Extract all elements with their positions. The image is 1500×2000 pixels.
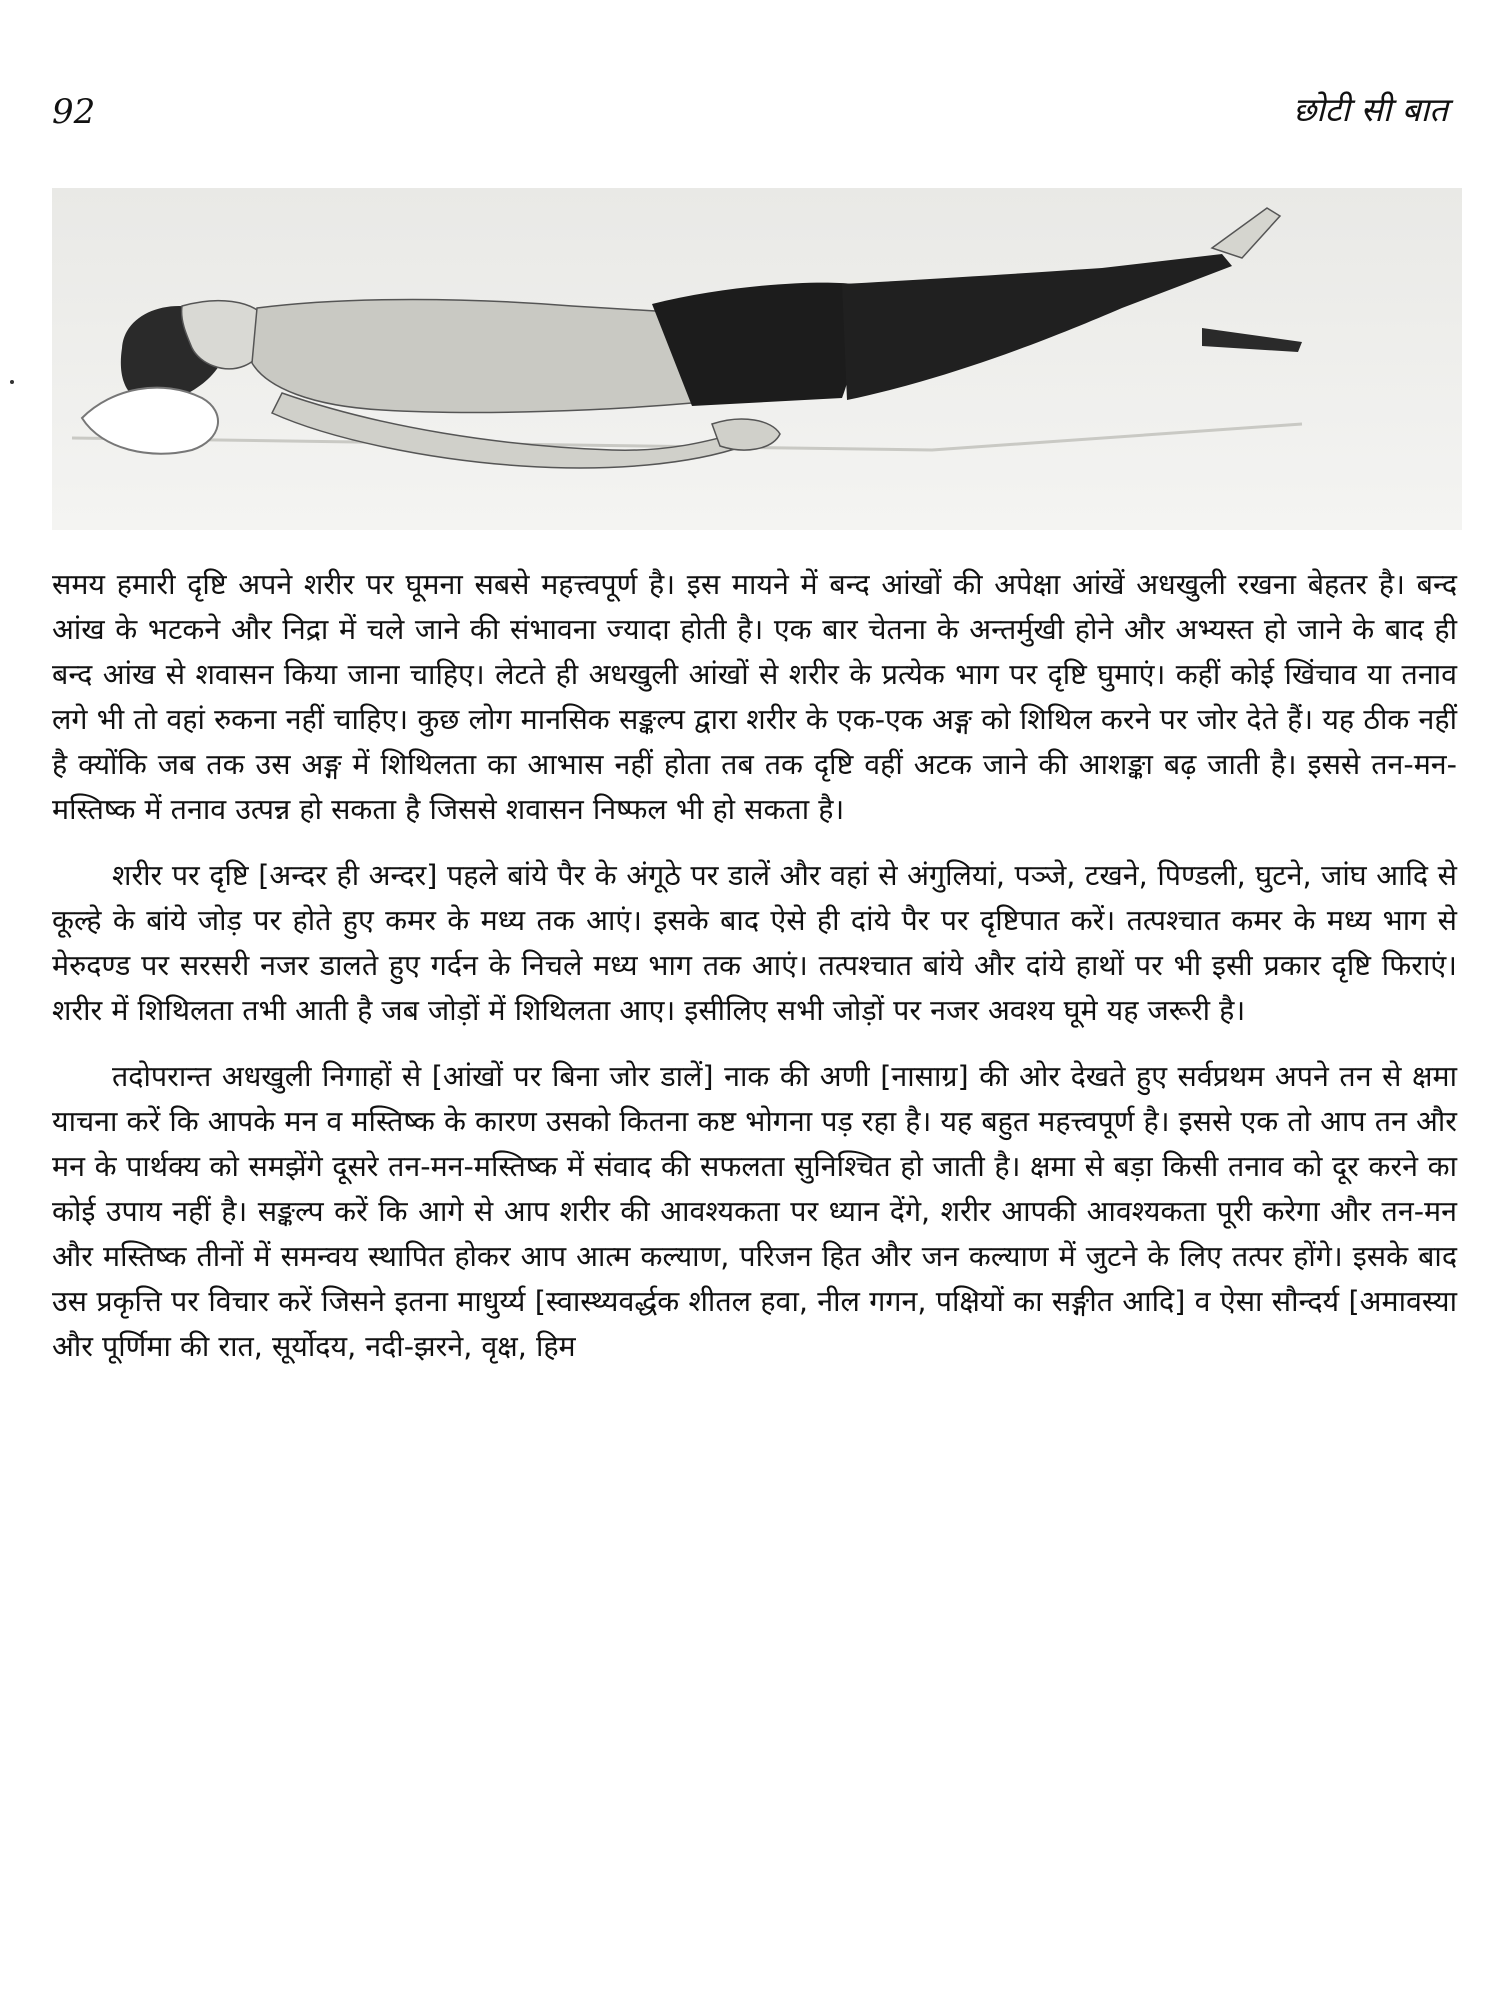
- reclining-figure-illustration: [52, 188, 1462, 530]
- paragraph-1: समय हमारी दृष्टि अपने शरीर पर घूमना सबसे महत्त्वपूर्ण है। इस मायने में बन्द आंखों की अपेक्षा आंखें अधखुली रखना बेहतर है। बन्द आंख के भटकने और निद्रा में चले जाने की संभावना ज्यादा होती है। एक बार चेतना के अन्तर्मुखी होने और अभ्यस्त हो जाने के बाद ही बन्द आंख से शवासन किया जाना चाहिए। लेटते ही अधखुली आंखों से शरीर के प्रत्येक भाग पर दृष्टि घुमाएं। कहीं कोई खिंचाव या तनाव लगे भी तो वहां रुकना नहीं चाहिए। कुछ लोग मानसिक सङ्कल्प द्वारा शरीर के एक-एक अङ्ग को शिथिल करने पर जोर देते हैं। यह ठीक नहीं है क्योंकि जब तक उस अङ्ग में शिथिलता का आभास नहीं होता तब तक दृष्टि वहीं अटक जाने की आशङ्का बढ़ जाती है। इससे तन-मन-मस्तिष्क में तनाव उत्पन्न हो सकता है जिससे शवासन निष्फल भी हो सकता है।: [52, 567, 1457, 826]
- paragraph-3: तदोपरान्त अधखुली निगाहों से [आंखों पर बिना जोर डालें] नाक की अणी [नासाग्र] की ओर देखते हुए सर्वप्रथम अपने तन से क्षमा याचना करें कि आपके मन व मस्तिष्क के कारण उसको कितना कष्ट भोगना पड़ रहा है। यह बहुत महत्त्वपूर्ण है। इससे एक तो आप तन और मन के पार्थक्य को समझेंगे दूसरे तन-मन-मस्तिष्क में संवाद की सफलता सुनिश्चित हो जाती है। क्षमा से बड़ा किसी तनाव को दूर करने का कोई उपाय नहीं है। सङ्कल्प करें कि आगे से आप शरीर की आवश्यकता पर ध्यान देंगे, शरीर आपकी आवश्यकता पूरी करेगा और तन-मन और मस्तिष्क तीनों में समन्वय स्थापित होकर आप आत्म कल्याण, परिजन हित और जन कल्याण में जुटने के लिए तत्पर होंगे। इसके बाद उस प्रकृत्ति पर विचार करें जिसने इतना माधुर्य्य [स्वास्थ्यवर्द्धक शीतल हवा, नील गगन, पक्षियों का सङ्गीत आदि] व ऐसा सौन्दर्य [अमावस्या और पूर्णिमा की रात, सूर्योदय, नदी-झरने, वृक्ष, हिम: [52, 1059, 1457, 1363]
- running-title: छोटी सी बात: [1293, 90, 1448, 129]
- paragraph-2: शरीर पर दृष्टि [अन्दर ही अन्दर] पहले बांये पैर के अंगूठे पर डालें और वहां से अंगुलियां, पञ्जे, टखने, पिण्डली, घुटने, जांघ आदि से कूल्हे के बांये जोड़ पर होते हुए कमर के मध्य तक आएं। इसके बाद ऐसे ही दांये पैर पर दृष्टिपात करें। तत्पश्चात कमर के मध्य भाग से मेरुदण्ड पर सरसरी नजर डालते हुए गर्दन के निचले मध्य भाग तक आएं। तत्पश्चात बांये और दांये हाथों पर भी इसी प्रकार दृष्टि फिराएं। शरीर में शिथिलता तभी आती है जब जोड़ों में शिथिलता आए। इसीलिए सभी जोड़ों पर नजर अवश्य घूमे यह जरूरी है।: [52, 858, 1457, 1027]
- page-number: 92: [52, 92, 96, 132]
- shavasana-photo: [52, 188, 1462, 530]
- scan-speck: [10, 380, 14, 384]
- body-text: [52, 562, 1457, 1390]
- torso-shape: [252, 300, 692, 413]
